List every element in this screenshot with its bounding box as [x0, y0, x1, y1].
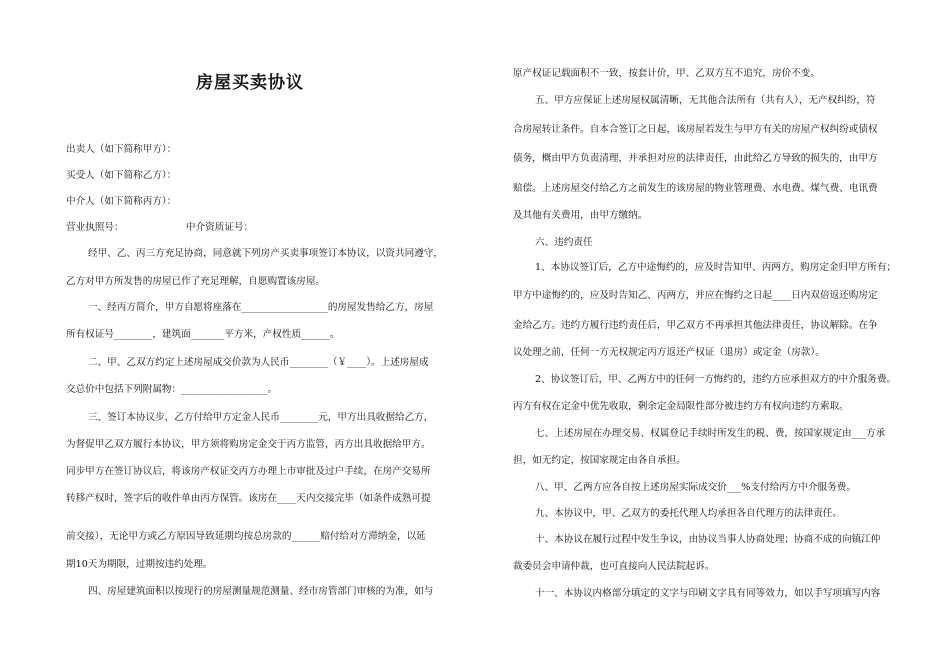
- text-line: 期10天为期限，过期按违约处理。: [66, 559, 213, 570]
- text-line: 及其他有关费用，由甲方缴纳。: [513, 210, 648, 221]
- text-line: 丙方有权在定金中优先收取，剩余定金局限性部分被违约方有权向违约方索取。: [513, 401, 849, 412]
- text-line: 经甲、乙、丙三方充足协商，同意就下列房产买卖事项签订本协议，以资共同遵守，: [88, 248, 443, 259]
- text-line: 四、房屋建筑面积以按现行的房屋测量规范测量、经市房管部门审核的为准，如与: [88, 586, 434, 597]
- text-line: 1、本协议签订后，乙方中途悔约的，应及时告知甲、丙两方，购房定金归甲方所有；: [535, 262, 897, 273]
- text-line: 一、经丙方简介，甲方自愿将座落在__________________的房屋发售给乙方，房屋: [88, 302, 434, 313]
- text-line: 裁委员会申请仲裁，也可直接向人民法院起诉。: [513, 561, 715, 572]
- text-line: 合房屋转让条件。自本合签订之日起，该房屋若发生与甲方有关的房屋产权纠纷或债权: [513, 124, 878, 135]
- text-line: 议处理之前，任何一方无权规定丙方返还产权证（退房）或定金（房款）。: [513, 347, 825, 358]
- text-line: 交总价中包括下列附属物：__________________。: [66, 384, 278, 395]
- text-line: 二、甲、乙双方约定上述房屋成交价款为人民币________（￥____）。上述房屋成: [88, 357, 429, 368]
- text-line: 所有权证号________，建筑面_______平方米，产权性质______。: [66, 329, 340, 340]
- text-line: 出卖人（如下简称甲方）：: [66, 144, 177, 155]
- document-title: 房屋买卖协议: [196, 73, 304, 93]
- text-line: 转移产权时，签字后的收件单由丙方保管。该房在____天内交接完毕（如条件成熟可提: [66, 493, 431, 504]
- text-line: 赔偿。上述房屋交付给乙方之前发生的该房屋的物业管理费、水电费、煤气费、电讯费: [513, 183, 878, 194]
- text-line: 买受人（如下简称乙方）：: [66, 170, 177, 181]
- text-line: 金给乙方。违约方履行违约责任后，甲乙双方不再承担其他法律责任，协议解除。在争: [513, 320, 878, 331]
- text-line: 营业执照号： 中介资质证号：: [66, 222, 254, 233]
- text-line: 八、甲、乙两方应各自按上述房屋实际成交价___%支付给丙方中介服务费。: [535, 482, 856, 493]
- text-line: 十一、本协议内格部分填定的文字与印刷文字具有同等效力，如以手写项填写内容: [535, 588, 881, 599]
- text-line: 债务，概由甲方负责清理，并承担对应的法律责任，由此给乙方导致的损失的，由甲方: [513, 153, 878, 164]
- section-heading: 六、违约责任: [535, 237, 593, 248]
- text-line: 同步甲方在签订协议后，将该房产权证交丙方办理上市审批及过户手续，在房产交易所: [66, 466, 431, 477]
- text-line: 三、签订本协议步，乙方付给甲方定金人民币________元，甲方出具收据给乙方，: [88, 412, 434, 423]
- text-line: 五、甲方应保证上述房屋权属清晰，无其他合法所有（共有人），无产权纠纷，符: [535, 95, 876, 106]
- text-line: 十、本协议在履行过程中发生争议，由协议当事人协商处理；协商不成的向镇江仲: [535, 534, 881, 545]
- text-line: 原产权证记载面积不一致，按套计价，甲、乙双方互不追究，房价不变。: [513, 68, 820, 79]
- text-line: 七、上述房屋在办理交易、权属登记手续时所发生的税、费，按国家规定由___方承: [535, 428, 886, 439]
- text-line: 2、协议签订后，甲、乙两方中的任何一方悔约的，违约方应承担双方的中介服务费。: [535, 374, 897, 385]
- text-line: 甲方中途悔约的，应及时告知乙、丙两方，并应在悔约之日起____日内双倍返还购房定: [513, 290, 878, 301]
- text-line: 前交接），无论甲方或乙方原因导致延期均按总房款的______赔付给对方滞纳金，以延: [66, 531, 426, 542]
- text-line: 担，如无约定，按国家规定由各自承担。: [513, 455, 686, 466]
- text-line: 为督促甲乙双方履行本协议，甲方须将购房定金交于丙方监管，丙方出具收据给甲方。: [66, 439, 431, 450]
- text-line: 九、本协议中，甲、乙双方的委托代理人均承担各自代理方的法律责任。: [535, 508, 842, 519]
- text-line: 中介人（如下简称丙方）：: [66, 196, 177, 207]
- text-line: 乙方对甲方所发售的房屋已作了充足理解，自愿购置该房屋。: [66, 276, 326, 287]
